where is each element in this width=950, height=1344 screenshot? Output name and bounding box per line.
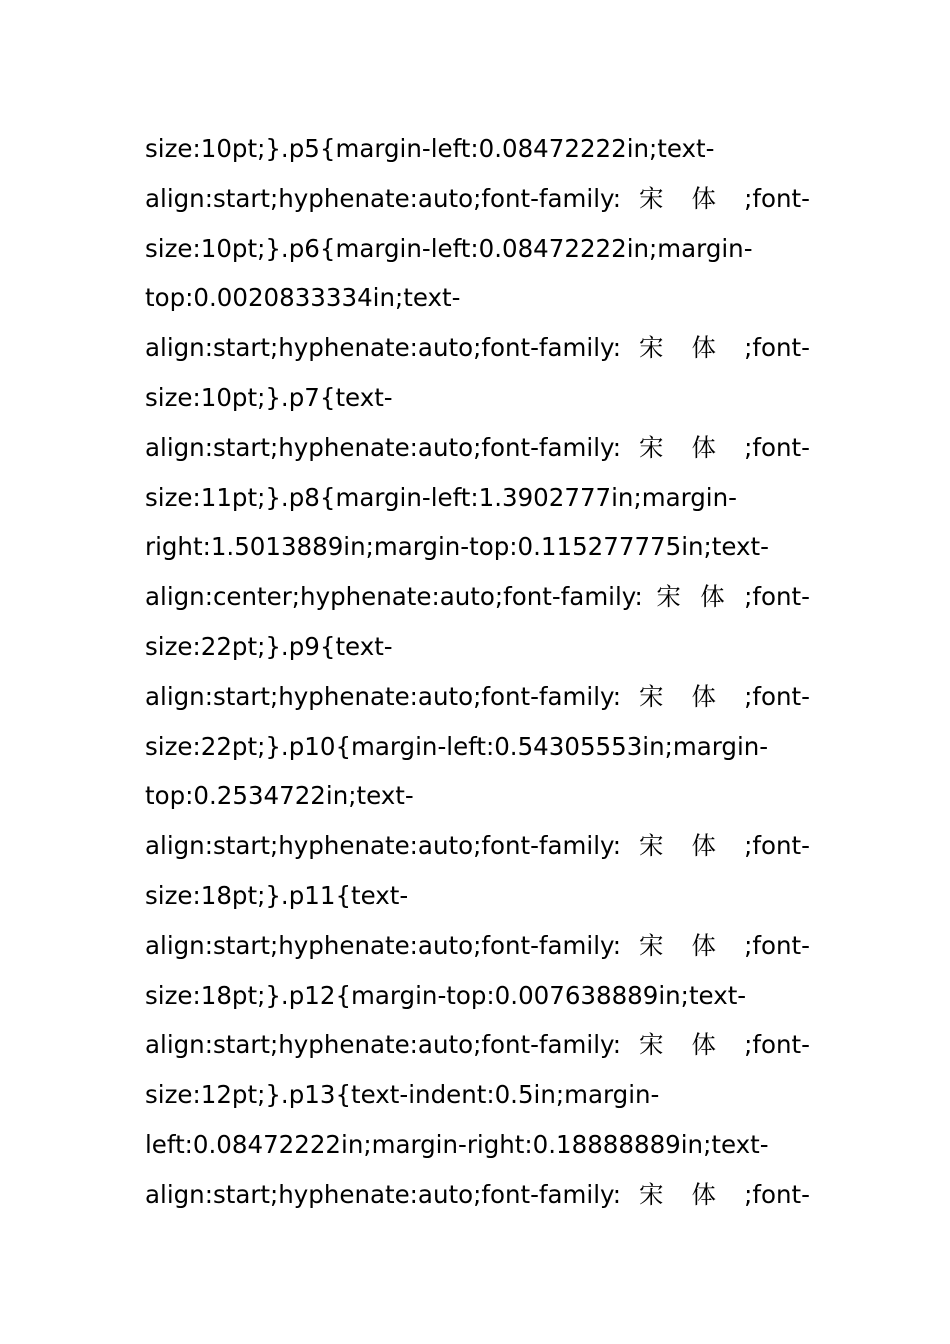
text-line: top:0.0020833334in;text- — [145, 283, 461, 313]
text-line: size:10pt;}.p7{text- — [145, 382, 393, 412]
text-line: size:10pt;}.p6{margin-left:0.08472222in;margin- — [145, 233, 753, 263]
text-line: left:0.08472222in;margin-right:0.18888889in;text- — [145, 1129, 769, 1159]
text-line: align:start;hyphenate:auto;font-family: 宋 体 ;font- — [145, 432, 810, 462]
text-line: align:start;hyphenate:auto;font-family: 宋 体 ;font- — [145, 183, 810, 213]
text-line: size:10pt;}.p5{margin-left:0.08472222in;text- — [145, 134, 715, 163]
text-line: top:0.2534722in;text- — [145, 781, 414, 811]
document-body-text — [145, 124, 810, 1220]
text-line: align:start;hyphenate:auto;font-family: 宋 体 ;font- — [145, 681, 810, 711]
text-line: size:18pt;}.p11{text- — [145, 880, 409, 910]
text-line: align:start;hyphenate:auto;font-family: 宋 体 ;font- — [145, 831, 810, 861]
text-line: align:center;hyphenate:auto;font-family: 宋 体 ;font- — [145, 582, 810, 612]
text-line: size:18pt;}.p12{margin-top:0.007638889in;text- — [145, 980, 747, 1010]
text-line: right:1.5013889in;margin-top:0.115277775in;text- — [145, 532, 769, 562]
text-line: align:start;hyphenate:auto;font-family: 宋 体 ;font- — [145, 333, 810, 363]
text-line: size:12pt;}.p13{text-indent:0.5in;margin- — [145, 1080, 660, 1110]
text-line: align:start;hyphenate:auto;font-family: 宋 体 ;font- — [145, 1030, 810, 1060]
text-line: size:22pt;}.p10{margin-left:0.54305553in;margin- — [145, 731, 769, 761]
text-line: size:11pt;}.p8{margin-left:1.3902777in;margin- — [145, 482, 737, 512]
text-line: align:start;hyphenate:auto;font-family: 宋 体 ;font- — [145, 1179, 810, 1209]
text-line: align:start;hyphenate:auto;font-family: 宋 体 ;font- — [145, 930, 810, 960]
text-line: size:22pt;}.p9{text- — [145, 631, 393, 661]
